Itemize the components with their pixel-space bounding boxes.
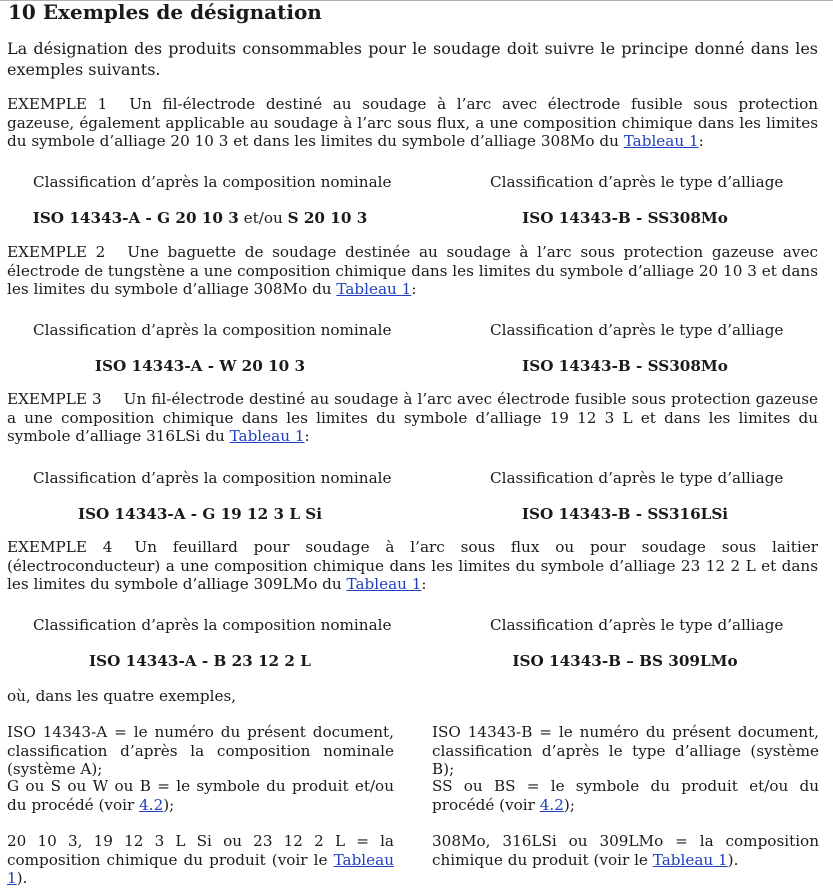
tableau-1-link[interactable]: Tableau 1 xyxy=(346,575,422,594)
tableau-1-link[interactable]: Tableau 1 xyxy=(623,132,699,151)
example-4-paragraph xyxy=(7,538,818,594)
designation-system-a: ISO 14343-A - B 23 12 2 L xyxy=(89,652,311,670)
example-label: EXEMPLE 4 xyxy=(7,538,113,556)
example-1-paragraph xyxy=(7,95,818,151)
caption-composition: Classification d’après la composition nominale xyxy=(33,173,392,191)
example-label: EXEMPLE 1 xyxy=(7,95,108,113)
caption-composition: Classification d’après la composition nominale xyxy=(33,469,392,487)
definition-composition-a xyxy=(7,832,394,888)
tableau-1-link[interactable]: Tableau 1 xyxy=(336,280,412,299)
designation-system-a: ISO 14343-A - G 19 12 3 L Si xyxy=(77,505,323,523)
designation-system-b: ISO 14343-B – BS 309LMo xyxy=(512,652,738,670)
definition-system-b: ISO 14343-B = le numéro du présent document, classification d’après le type d’alliage (système B); xyxy=(432,723,819,779)
designation-part: S 20 10 3 xyxy=(287,209,368,227)
example-label: EXEMPLE 2 xyxy=(7,243,106,261)
caption-alloy-type: Classification d’après le type d’alliage xyxy=(490,616,784,634)
punctuation: : xyxy=(304,427,310,446)
punctuation: : xyxy=(421,575,427,594)
definition-composition-b xyxy=(432,832,819,869)
punctuation: : xyxy=(411,280,417,299)
example-text: Un feuillard pour soudage à l’arc sous flux ou pour soudage sous laitier (électroconducteur) a une composition chimique dans les limites du symbole d’alliage 23 12 2 L et dans les limites du symbole d’alliage 309LMo du xyxy=(7,538,818,594)
section-title: Exemples de désignation xyxy=(42,0,322,24)
definition-product-symbol-b xyxy=(432,777,819,814)
example-label: EXEMPLE 3 xyxy=(7,390,102,408)
punctuation: ); xyxy=(563,795,575,814)
designation-system-b: ISO 14343-B - SS308Mo xyxy=(522,209,728,227)
designation-system-b: ISO 14343-B - SS308Mo xyxy=(522,357,728,375)
designation-conjunction: et/ou xyxy=(238,209,288,227)
caption-composition: Classification d’après la composition nominale xyxy=(33,321,392,339)
where-clause: où, dans les quatre exemples, xyxy=(7,687,237,705)
designation-system-a xyxy=(0,209,400,227)
tableau-1-link[interactable]: Tableau 1 xyxy=(7,850,394,888)
section-heading xyxy=(8,0,322,24)
example-text: Un fil-électrode destiné au soudage à l’arc avec électrode fusible sous protection gazeuse a une composition chimique dans les limites du symbole d’alliage 19 12 3 L et dans les limites du symbole d’alliage 316LSi du xyxy=(7,390,819,446)
designation-part: ISO 14343-A - G 20 10 3 xyxy=(32,209,239,227)
caption-alloy-type: Classification d’après le type d’alliage xyxy=(490,173,784,191)
punctuation: : xyxy=(698,132,704,151)
designation-system-a: ISO 14343-A - W 20 10 3 xyxy=(94,357,306,375)
example-text: Une baguette de soudage destinée au soudage à l’arc sous protection gazeuse avec électrode de tungstène a une composition chimique dans les limites du symbole d’alliage 20 10 3 et dans les limites du symbole d’alliage 308Mo du xyxy=(7,243,818,299)
caption-composition: Classification d’après la composition nominale xyxy=(33,616,392,634)
example-3-paragraph xyxy=(7,390,818,446)
punctuation: ). xyxy=(727,850,739,869)
punctuation: ); xyxy=(163,795,175,814)
definition-text: SS ou BS = le symbole du produit et/ou du procédé (voir xyxy=(432,777,819,814)
definition-text: 20 10 3, 19 12 3 L Si ou 23 12 2 L = la composition chimique du produit (voir le xyxy=(7,832,394,869)
designation-system-b: ISO 14343-B - SS316LSi xyxy=(521,505,729,523)
definition-text: G ou S ou W ou B = le symbole du produit et/ou du procédé (voir xyxy=(7,777,394,814)
section-4-2-link[interactable]: 4.2 xyxy=(139,795,164,814)
definition-text: 308Mo, 316LSi ou 309LMo = la composition chimique du produit (voir le xyxy=(432,832,819,869)
definition-system-a: ISO 14343-A = le numéro du présent document, classification d’après la composition nominale (système A); xyxy=(7,723,394,779)
caption-alloy-type: Classification d’après le type d’alliage xyxy=(490,321,784,339)
section-4-2-link[interactable]: 4.2 xyxy=(539,795,564,814)
punctuation: ). xyxy=(16,869,28,888)
section-number: 10 xyxy=(8,0,36,24)
tableau-1-link[interactable]: Tableau 1 xyxy=(652,850,728,869)
example-2-paragraph xyxy=(7,243,818,299)
definition-product-symbol-a xyxy=(7,777,394,814)
example-text: Un fil-électrode destiné au soudage à l’arc avec électrode fusible sous protection gazeuse, également applicable au soudage à l’arc sous flux, a une composition chimique dans les limites du symbole d’alliage 20 10 3 et dans les limites du symbole d’alliage 308Mo du xyxy=(7,95,818,151)
intro-paragraph: La désignation des produits consommables pour le soudage doit suivre le principe donné dans les exemples suivants. xyxy=(7,39,818,79)
caption-alloy-type: Classification d’après le type d’alliage xyxy=(490,469,784,487)
tableau-1-link[interactable]: Tableau 1 xyxy=(229,427,305,446)
